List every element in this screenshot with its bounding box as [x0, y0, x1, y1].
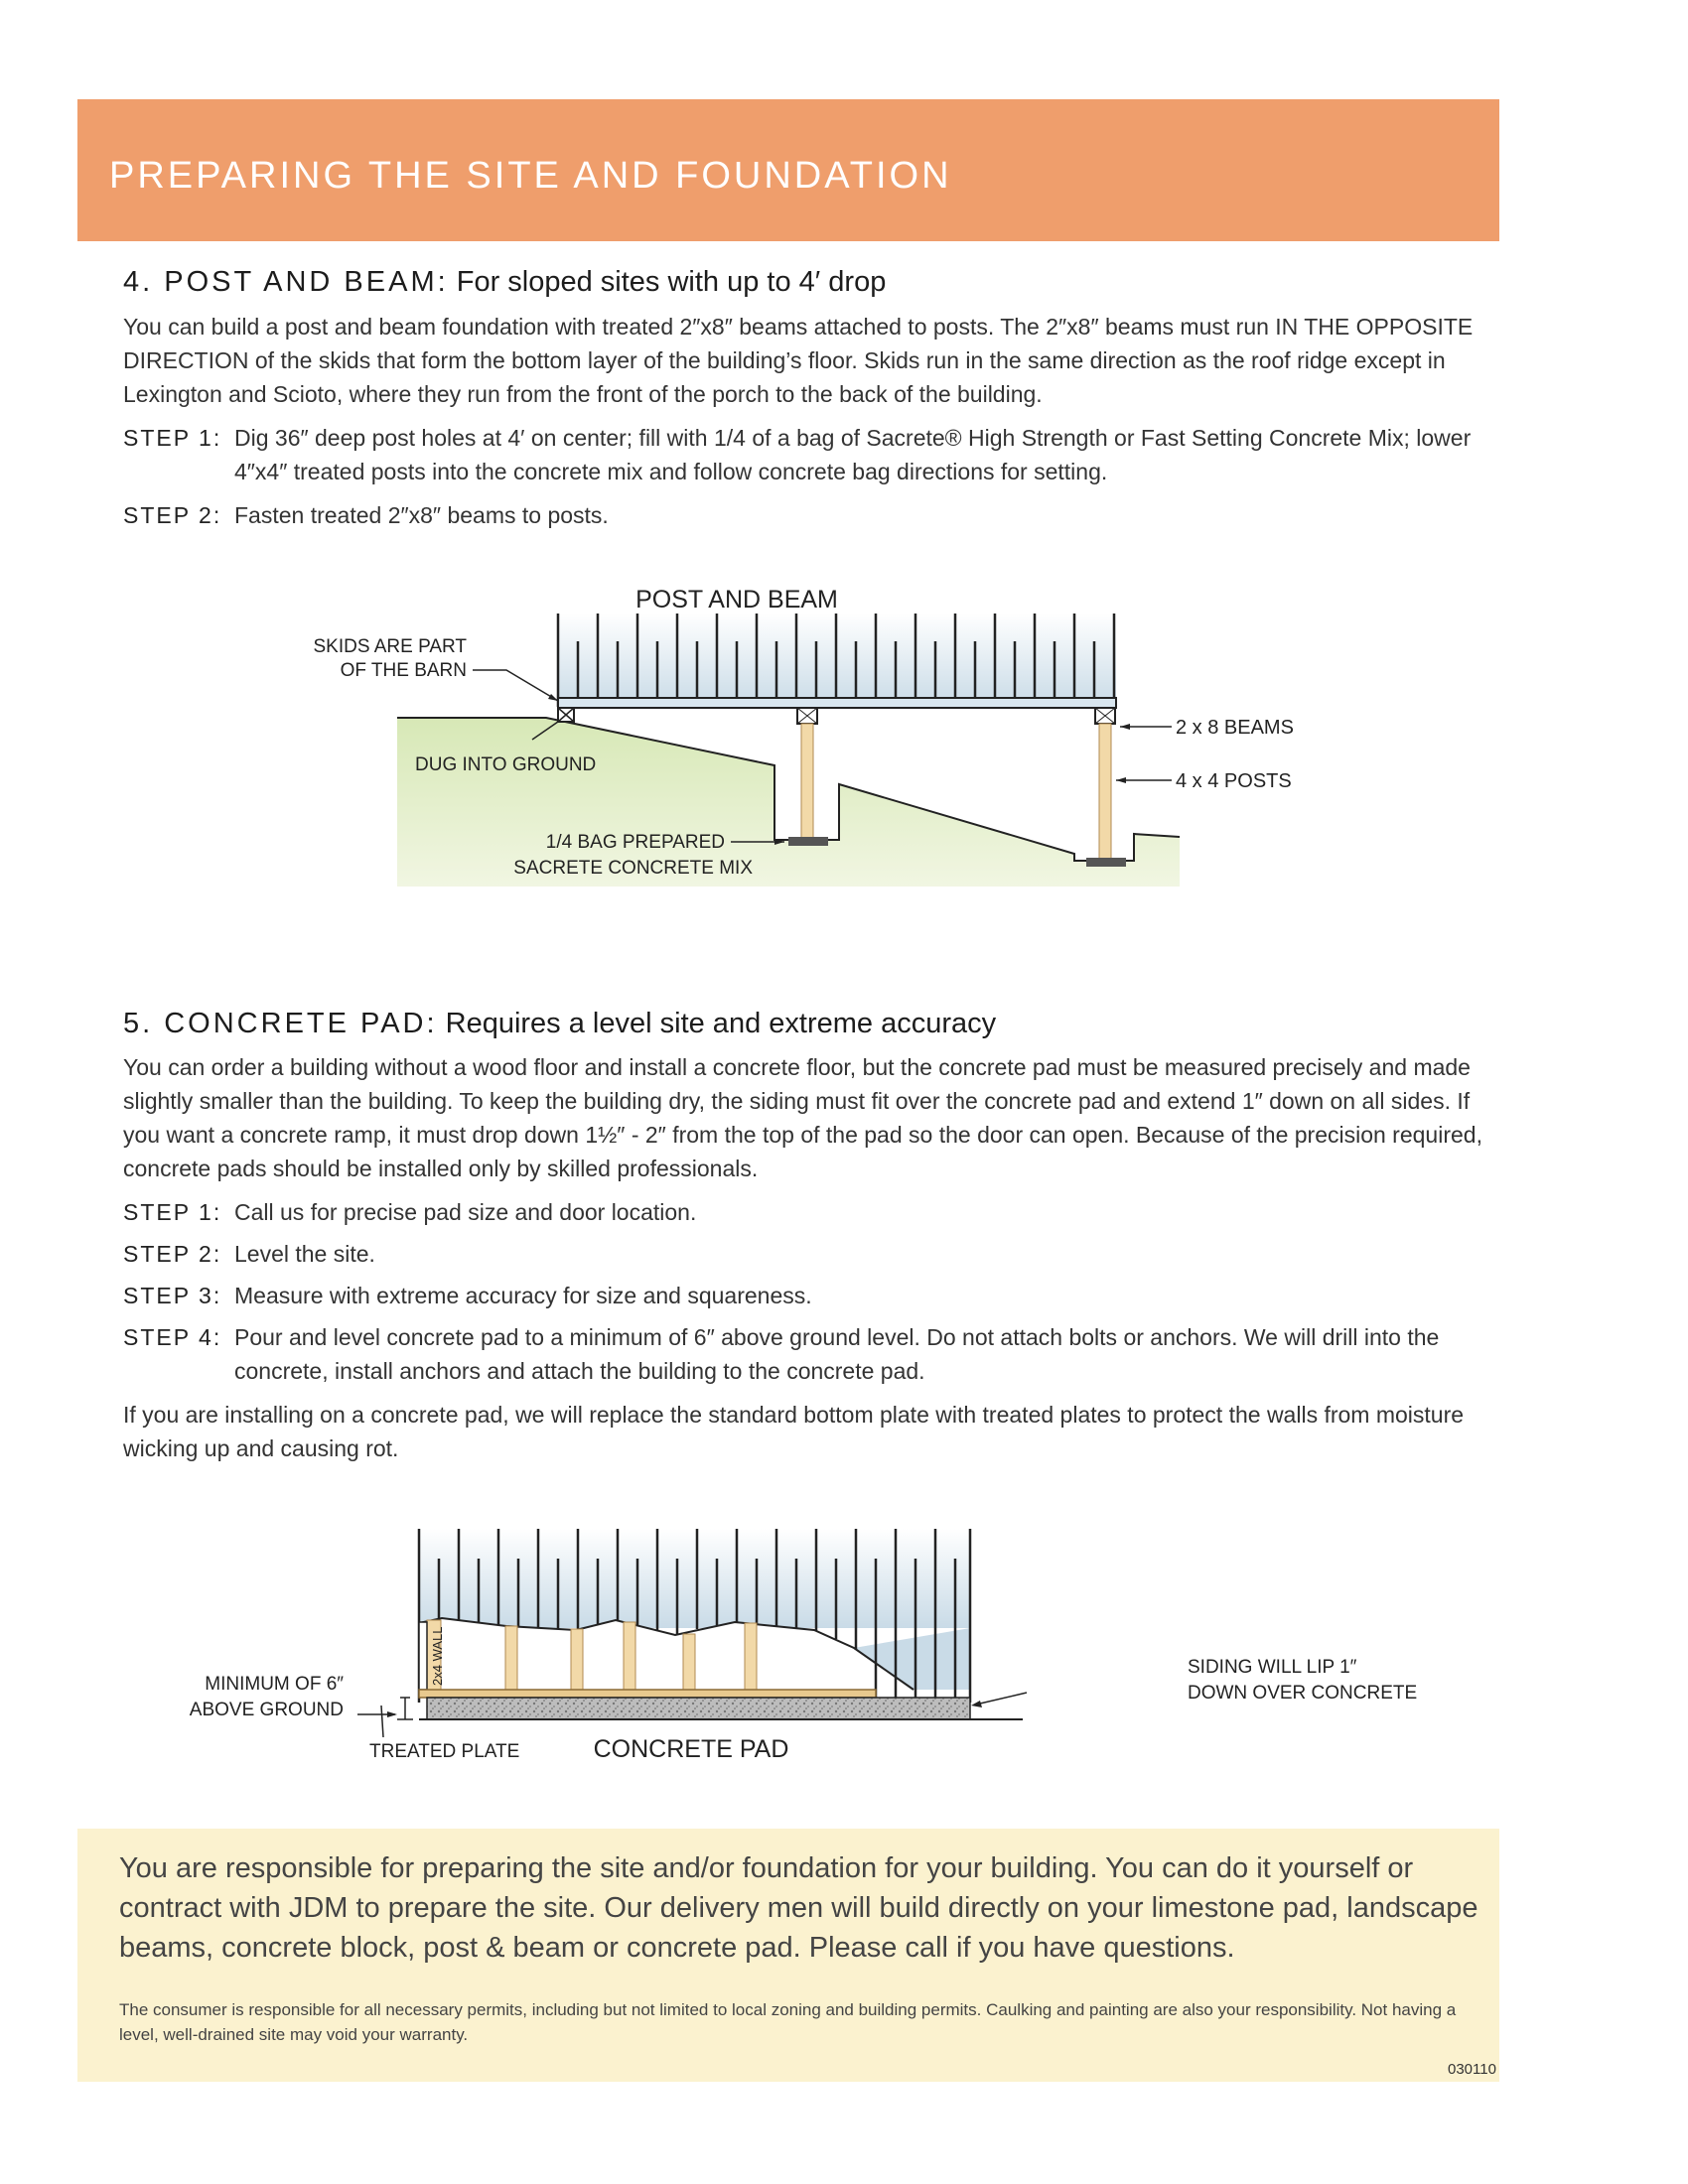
step-label: STEP 4:: [123, 1324, 222, 1350]
step-text: Measure with extreme accuracy for size and squareness.: [234, 1283, 812, 1308]
section-5-step-1: [123, 1195, 1503, 1229]
section-5-step-3: [123, 1279, 1503, 1312]
section-4-number: 4. POST AND BEAM:: [123, 266, 449, 298]
concrete-pad-diagram: [159, 1519, 1489, 1772]
section-5-heading: [123, 1008, 996, 1040]
label-bag: 1/4 BAG PREPARED: [545, 832, 725, 853]
section-5-step-2: [123, 1237, 1503, 1271]
section-4-subtitle: For sloped sites with up to 4′ drop: [456, 266, 887, 298]
label-skids: OF THE BARN: [340, 660, 467, 681]
document-code: 030110: [1448, 2061, 1496, 2078]
label-posts: 4 x 4 POSTS: [1176, 770, 1292, 792]
step-text: Dig 36″ deep post holes at 4′ on center; fill with 1/4 of a bag of Sacrete® High Strength or Fast Setting Concrete Mix; lower 4″x4″ treated posts into the concrete mix and follow concrete bag directions for setting.: [234, 425, 1472, 484]
label-concrete-pad: CONCRETE PAD: [593, 1735, 789, 1763]
label-skids: SKIDS ARE PART: [313, 636, 467, 657]
section-4-step-2: [123, 498, 1503, 532]
label-treated-plate: TREATED PLATE: [369, 1741, 520, 1762]
wall-edge: [419, 1622, 427, 1690]
label-minimum: ABOVE GROUND: [189, 1700, 344, 1720]
label-2x4-wall: 2x4 WALL: [430, 1626, 445, 1686]
diagram-title: POST AND BEAM: [635, 586, 838, 614]
step-label: STEP 3:: [123, 1283, 222, 1308]
section-4-step-1: [123, 421, 1503, 488]
section-4-body: You can build a post and beam foundation with treated 2″x8″ beams attached to posts. The 2″x8″ beams must run IN THE OPPOSITE DIRECTION of the skids that form the bottom layer of the building’s floor. Skids run in the same direction as the roof ridge except in Lexington and Scioto, where they run from the front of the porch to the back of the building.: [123, 314, 1474, 407]
section-5-step-4: [123, 1320, 1503, 1388]
step-label: STEP 1:: [123, 1199, 222, 1225]
page-title: PREPARING THE SITE AND FOUNDATION: [109, 155, 952, 197]
label-beams: 2 x 8 BEAMS: [1176, 717, 1294, 739]
step-label: STEP 1:: [123, 425, 222, 451]
step-label: STEP 2:: [123, 502, 222, 528]
treated-plate: [419, 1690, 876, 1698]
label-dug: DUG INTO GROUND: [415, 754, 597, 775]
callout-fine-print: The consumer is responsible for all necessary permits, including but not limited to local zoning and building permits. Caulking and painting are also your responsibility. Not having a level, well-drained site may void your warranty.: [119, 2000, 1457, 2044]
label-minimum: MINIMUM OF 6″: [205, 1674, 344, 1695]
concrete-footing: [1086, 858, 1126, 867]
label-siding: DOWN OVER CONCRETE: [1188, 1683, 1418, 1704]
wall-cutaway: [419, 1618, 914, 1690]
label-bag: SACRETE CONCRETE MIX: [513, 858, 753, 879]
concrete-pad: [427, 1698, 970, 1719]
step-text: Level the site.: [234, 1241, 375, 1267]
concrete-footing: [788, 837, 828, 846]
post-and-beam-diagram: [298, 574, 1331, 901]
step-label: STEP 2:: [123, 1241, 222, 1267]
post: [801, 724, 813, 840]
post: [1099, 724, 1111, 861]
step-text: Call us for precise pad size and door location.: [234, 1199, 697, 1225]
barn-floor: [558, 698, 1116, 708]
section-5-subtitle: Requires a level site and extreme accuracy: [445, 1008, 997, 1039]
section-5-note: If you are installing on a concrete pad, we will replace the standard bottom plate with treated plates to protect the walls from moisture wicking up and causing rot.: [123, 1402, 1465, 1461]
step-text: Fasten treated 2″x8″ beams to posts.: [234, 502, 609, 528]
section-5-number: 5. CONCRETE PAD:: [123, 1008, 438, 1039]
section-4-heading: [123, 266, 886, 299]
section-5-body: You can order a building without a wood floor and install a concrete floor, but the concrete pad must be measured precisely and made slightly smaller than the building. To keep the building dry, the siding must fit over the concrete pad and extend 1″ down on all sides. If you want a concrete ramp, it must drop down 1½″ - 2″ from the top of the pad so the door can open. Because of the precision required, concrete pads should be installed only by skilled professionals.: [123, 1054, 1482, 1181]
label-siding: SIDING WILL LIP 1″: [1188, 1657, 1357, 1678]
callout-main-text: You are responsible for preparing the site and/or foundation for your building. You can do it yourself or contract with JDM to prepare the site. Our delivery men will build directly on your limestone pad, landscape beams, concrete block, post & beam or concrete pad. Please call if you have questions.: [119, 1852, 1478, 1964]
step-text: Pour and level concrete pad to a minimum of 6″ above ground level. Do not attach bolts or anchors. We will drill into the concrete, install anchors and attach the building to the concrete pad.: [234, 1324, 1440, 1384]
